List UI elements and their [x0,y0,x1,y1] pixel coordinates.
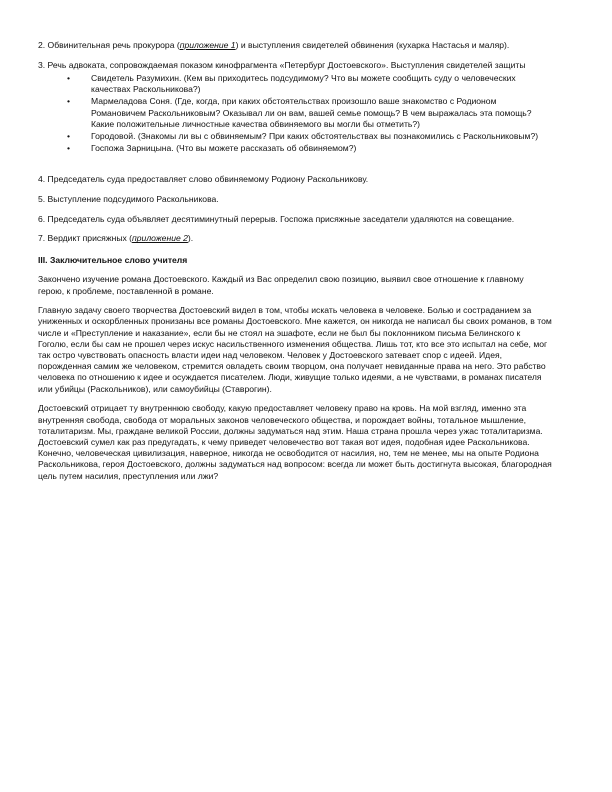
item-2-paragraph [38,40,552,51]
list-item: • Свидетель Разумихин. (Кем вы приходитесь подсудимому? Что вы можете сообщить суду о человеческих качествах Раскольникова?) [67,73,552,95]
list-item: • Мармеладова Соня. (Где, когда, при каких обстоятельствах произошло ваше знакомство с Родионом Романовичем Раскольниковым? Оказывал ли он вам, вашей семье помощь? В чем выражалась эта помощь? Какие положительные личностные качества обвиняемого вы могли бы отметить?) [67,96,552,130]
item-4-paragraph: 4. Председатель суда предоставляет слово обвиняемому Родиону Раскольникову. [38,174,369,185]
body-paragraph: Закончено изучение романа Достоевского. Каждый из Вас определил свою позицию, выявил свое отношение к главному герою, к проблеме, поставленной в романе. [38,274,524,296]
appendix-1-link[interactable]: приложение 1 [179,40,236,50]
section-heading: III. Заключительное слово учителя [38,254,188,265]
body-paragraph: Главную задачу своего творчества Достоевский видел в том, чтобы искать человека в человеке. Болью и состраданием за униженных и оскорбленных пронизаны все романы Достоевского. Мне кажется, он никогда не написал бы своих романов, в том числе и «Преступление и наказание», если бы не стоял на эшафоте, если не был бы поклонником письма Белинского к Гоголю, если бы сам не прошел через искус насильственного изменения общества. Лишь тот, кто все это испытал на себе, мог так остро чувствовать опасность власти идеи над человеком. Человек у Достоевского затевает спор с идеей. Идея, порожденная самим же человеком, стремится овладеть своим творцом, она получает невиданные права на него. Это рабство человека по отношению к идее и осуждается писателем. Люди, живущие только идеями, а не чувствами, в романах писателя или убийцы (Раскольников), или самоубийцы (Ставрогин). [38,305,552,394]
item-7-prefix: 7. Вердикт присяжных ( [38,233,133,244]
item-2-prefix: 2. Обвинительная речь прокурора ( [38,40,180,50]
list-item: • Госпожа Зарницына. (Что вы можете рассказать об обвиняемом?) [67,143,552,154]
body-paragraph: Достоевский отрицает ту внутреннюю свободу, какую предоставляет человеку право на кровь. На мой взгляд, именно эта внутренняя свобода, свобода от моральных законов человеческого общества, и порождает войны, тотальное мышление, тоталитаризм. Мы, граждане великой России, должны задуматься над этим. Наша страна прошла через ужас тоталитаризма. Достоевский сумел как раз предугадать, к чему приведет человечество вот такая вот идея, подобная идее Раскольникова. Конечно, человеческая цивилизация, наверное, никогда не освободится от насилия, но, тем не менее, мы на опыте Родиона Раскольникова, героя Достоевского, должны задуматься над вопросом: всегда ли может быть достигнута высокая, благородная цель путем насилия, преступления или лжи? [38,403,552,481]
item-2-suffix: ) и выступления свидетелей обвинения (кухарка Настасья и маляр). [235,40,510,50]
witness-list [38,73,552,154]
item-5-paragraph: 5. Выступление подсудимого Раскольникова. [38,194,219,205]
item-7-paragraph [38,233,552,244]
appendix-2-link[interactable]: приложение 2 [132,233,188,244]
list-item: • Городовой. (Знакомы ли вы с обвиняемым? При каких обстоятельствах вы познакомились с Раскольниковым?) [67,131,552,142]
item-6-paragraph: 6. Председатель суда объявляет десятиминутный перерыв. Госпожа присяжные заседатели удаляются на совещание. [38,213,515,224]
item-7-suffix: ). [187,233,194,244]
item-3-paragraph: 3. Речь адвоката, сопровождаемая показом кинофрагмента «Петербург Достоевского». Выступления свидетелей защиты [38,59,526,70]
